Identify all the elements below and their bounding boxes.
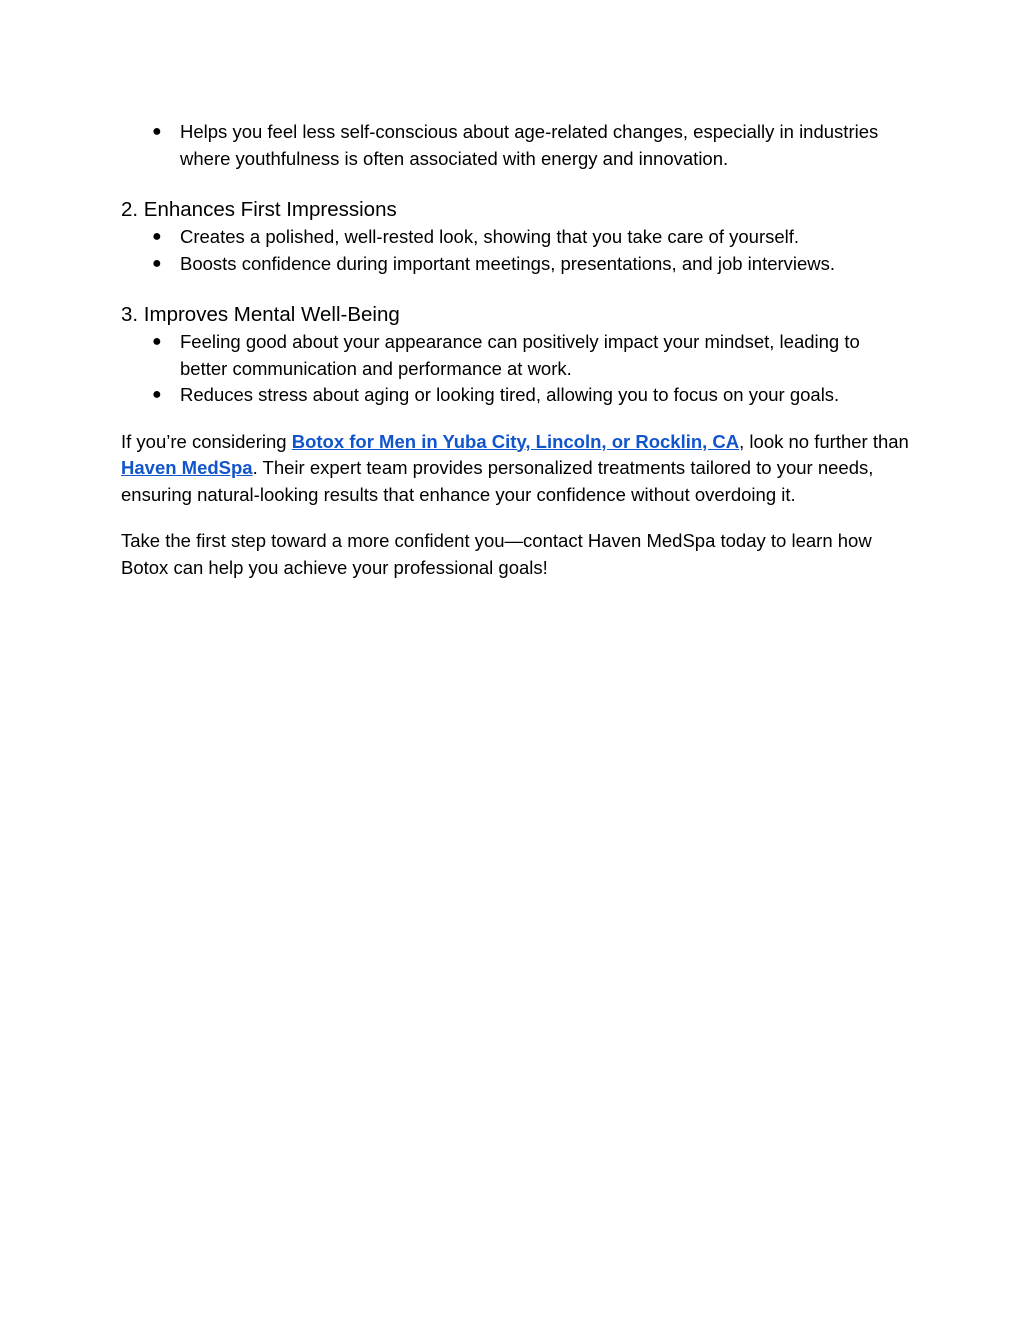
- bullet-icon: ●: [152, 333, 162, 350]
- intro-bullet-list: [121, 119, 911, 172]
- botox-for-men-link[interactable]: Botox for Men in Yuba City, Lincoln, or Rocklin, CA: [291, 430, 740, 452]
- closing-text-b: , look no further than: [739, 430, 909, 452]
- bullet-icon: ●: [152, 123, 162, 140]
- mental-well-being-bullet-list: [121, 329, 911, 409]
- list-item: [152, 329, 911, 382]
- list-item-text: Helps you feel less self-conscious about age-related changes, especially in industries where youthfulness is often associated with energy and innovation.: [180, 121, 879, 169]
- list-item-text: Boosts confidence during important meetings, presentations, and job interviews.: [180, 252, 836, 274]
- bullet-icon: ●: [152, 228, 162, 245]
- list-item: [152, 382, 911, 409]
- list-item-text: Creates a polished, well-rested look, showing that you take care of yourself.: [180, 226, 800, 247]
- bullet-icon: ●: [152, 254, 162, 272]
- document-page: [121, 119, 911, 581]
- section-heading-mental-well-being: 3. Improves Mental Well-Being: [121, 303, 400, 326]
- call-to-action-paragraph: Take the first step toward a more confident you—contact Haven MedSpa today to learn how Botox can help you achieve your professional goals!: [121, 530, 872, 578]
- list-item: [152, 251, 911, 278]
- closing-text-a: If you’re considering: [121, 430, 292, 452]
- closing-text-c: . Their expert team provides personalized treatments tailored to your needs, ensuring natural-looking results that enhance your confidence without overdoing it.: [121, 457, 874, 505]
- list-item: [152, 224, 911, 251]
- list-item: [152, 119, 911, 172]
- section-heading-first-impressions: 2. Enhances First Impressions: [121, 198, 397, 221]
- closing-paragraph: [121, 429, 911, 509]
- list-item-text: Feeling good about your appearance can positively impact your mindset, leading to better communication and performance at work.: [180, 331, 860, 379]
- bullet-icon: ●: [152, 386, 162, 403]
- first-impressions-bullet-list: [121, 224, 911, 277]
- haven-medspa-link[interactable]: Haven MedSpa: [121, 457, 253, 478]
- list-item-text: Reduces stress about aging or looking tired, allowing you to focus on your goals.: [180, 384, 840, 405]
